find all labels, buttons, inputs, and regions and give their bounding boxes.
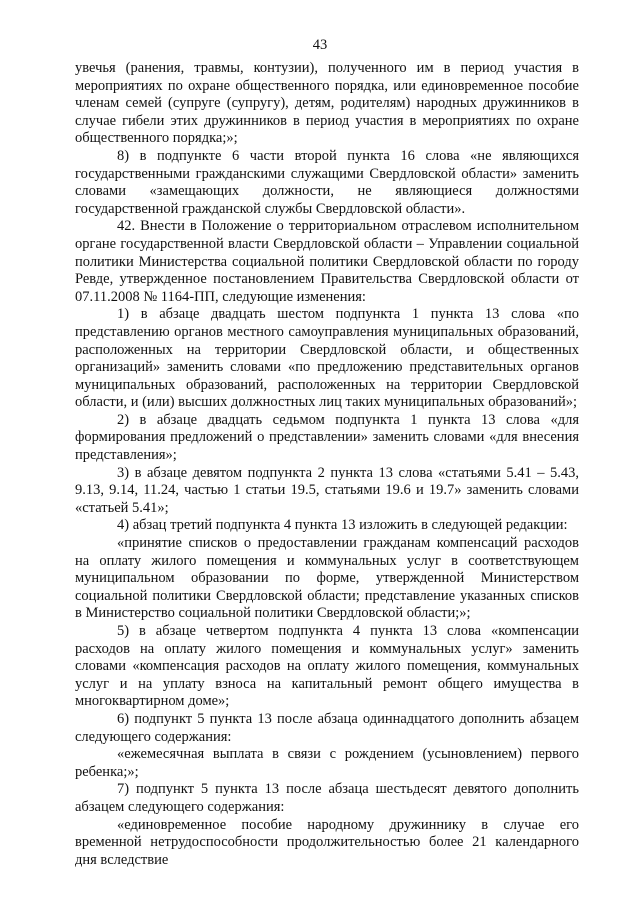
paragraph: 42. Внести в Положение о территориальном отраслевом исполнительном органе государственной власти Свердловской области – Управлении социальной политики Министерства социальной политики Свердловской области по городу Ревде, утвержденное постановлением Правительства Свердловской области от 07.11.2008 № 1164-ПП, следующие изменения: [75,218,579,305]
page-number: 43 [312,37,328,53]
paragraph: увечья (ранения, травмы, контузии), полученного им в период участия в мероприятиях по охране общественного порядка, или единовременное пособие членам семей (супруге (супругу), детям, родителям) народных дружинников в случае гибели этих дружинников в период участия в мероприятиях по охране общественного порядка;»; [75,60,579,147]
paragraph: «принятие списков о предоставлении гражданам компенсаций расходов на оплату жилого помещения и коммунальных услуг в соответствующем муниципальном образовании по форме, утвержденной Министерством социальной политики Свердловской области; представление указанных списков в Министерство социальной политики Свердловской области;»; [75,535,579,622]
paragraph: 1) в абзаце двадцать шестом подпункта 1 пункта 13 слова «по представлению органов местного самоуправления муниципальных образований, расположенных на территории Свердловской области, и общественных организаций» заменить словами «по предложению представительных органов муниципальных образований, расположенных на территории Свердловской области, и (или) высших должностных лиц таких муниципальных образований»; [75,306,579,411]
paragraph: 4) абзац третий подпункта 4 пункта 13 изложить в следующей редакции: [117,517,568,534]
document-body [75,60,579,869]
paragraph: «единовременное пособие народному дружиннику в случае его временной нетрудоспособности продолжительностью более 21 календарного дня вследствие [75,816,579,868]
paragraph: 5) в абзаце четвертом подпункта 4 пункта 13 слова «компенсации расходов на оплату жилого помещения и коммунальных услуг» заменить словами «компенсация расходов на оплату жилого помещения, коммунальных услуг и на уплату взноса на капитальный ремонт общего имущества в многоквартирном доме»; [75,623,579,710]
paragraph: 3) в абзаце девятом подпункта 2 пункта 13 слова «статьями 5.41 – 5.43, 9.13, 9.14, 11.24, частью 1 статьи 19.5, статьями 19.6 и 19.7» заменить словами «статьей 5.41»; [75,464,579,516]
paragraph: 8) в подпункте 6 части второй пункта 16 слова «не являющихся государственными гражданскими служащими Свердловской области» заменить словами «замещающих должности, не являющиеся должностями государственной гражданской службы Свердловской области». [75,147,579,217]
paragraph: «ежемесячная выплата в связи с рождением (усыновлением) первого ребенка;»; [75,746,579,780]
paragraph: 2) в абзаце двадцать седьмом подпункта 1 пункта 13 слова «для формирования предложений о представлении» заменить словами «для внесения представления»; [75,411,579,464]
paragraph: 6) подпункт 5 пункта 13 после абзаца одиннадцатого дополнить абзацем следующего содержания: [75,710,579,745]
paragraph: 7) подпункт 5 пункта 13 после абзаца шестьдесят девятого дополнить абзацем следующего содержания: [75,781,579,815]
